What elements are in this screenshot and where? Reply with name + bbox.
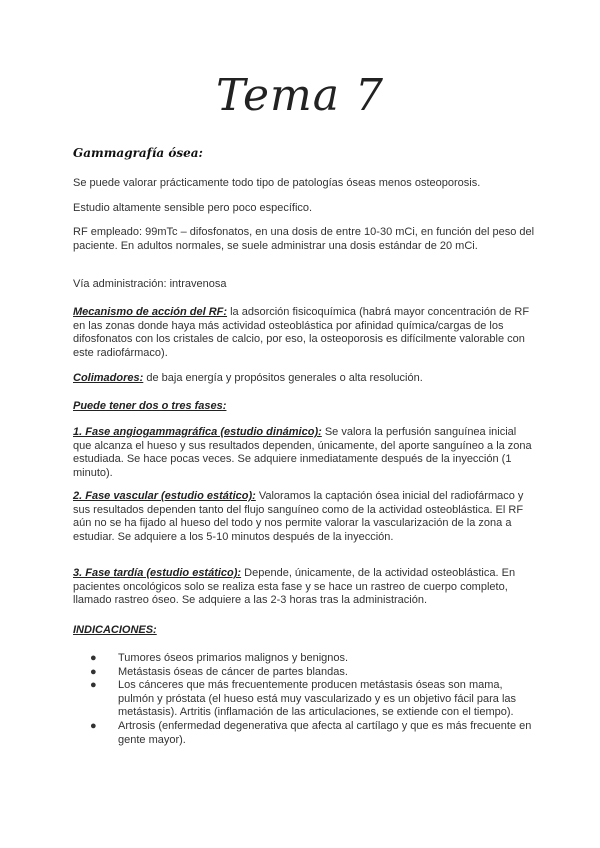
label: 2. Fase vascular (estudio estático):	[73, 490, 256, 502]
text: Depende, únicamente, de la actividad osteoblástica. En pacientes oncológicos solo se realiza esta fase y se hace un rastreo de cuerpo completo, llamado rastreo óseo. Se adquiere a las 2-3 horas tras la administración.	[73, 567, 516, 607]
list-item	[90, 719, 535, 747]
bullet-icon: ●	[90, 665, 97, 678]
list-item	[90, 652, 535, 666]
paragraph-fase2	[73, 490, 535, 544]
text: Se valora la perfusión sanguínea inicial que alcanza el hueso y sus resultados dependen, únicamente, del aporte sanguíneo a la zona estudiada. Se hace pocas veces. Se adquiere inmediatamente después de la inyección (1 minuto).	[73, 426, 532, 479]
list-item	[90, 665, 535, 680]
list-item-text: Artrosis (enfermedad degenerativa que afecta al cartílago y que es más frecuente en gente mayor).	[118, 719, 532, 746]
list-item-text: Los cánceres que más frecuentemente producen metástasis óseas son mama, pulmón y próstata (el hueso está muy vascularizado y es un objetivo fácil para las metástasis). Artritis (inflamación de las articulaciones, se extiende con el tiempo).	[118, 679, 517, 719]
bullet-icon: ●	[90, 679, 97, 692]
paragraph: RF empleado: 99mTc – difosfonatos, en una dosis de entre 10-30 mCi, en función del peso del paciente. En adultos normales, se suele administrar una dosis estándar de 20 mCi.	[73, 226, 535, 252]
label: 3. Fase tardía (estudio estático):	[73, 567, 242, 579]
text: Valoramos la captación ósea inicial del radiofármaco y sus resultados dependen tanto del flujo sanguíneo como de la actividad osteoblástica. El RF aún no se ha fijado al hueso del todo y nos permite valorar la vascularización de la zona a estudiar. Se adquiere a los 5-10 minutos después de la inyección.	[73, 490, 524, 543]
label: 1. Fase angiogammagráfica (estudio dinámico):	[73, 426, 322, 438]
list-item-text: Tumores óseos primarios malignos y benignos.	[118, 652, 349, 664]
paragraph-fase3	[73, 567, 535, 608]
section-heading: Gammagrafía ósea:	[73, 146, 203, 160]
paragraph-mecanismo	[73, 306, 535, 360]
paragraph-colimadores	[73, 372, 535, 386]
label: INDICACIONES:	[73, 624, 157, 636]
bullet-icon: ●	[90, 652, 97, 664]
text: la adsorción fisicoquímica (habrá mayor concentración de RF en las zonas donde haya más actividad osteoblástica por afinidad química/cargas de los difosfonatos con los cristales de calcio, por eso, la osteoporosis es difícilmente valorable con este radiofármaco).	[73, 306, 530, 359]
list-item-text: Metástasis óseas de cáncer de partes blandas.	[118, 665, 348, 678]
label: Puede tener dos o tres fases:	[73, 400, 227, 412]
indicaciones-list	[73, 652, 535, 747]
paragraph-indicaciones	[73, 624, 535, 638]
label: Colimadores:	[73, 372, 144, 384]
bullet-icon: ●	[90, 719, 97, 732]
paragraph: Vía administración: intravenosa	[73, 278, 227, 290]
document-title: Tema 7	[216, 70, 384, 121]
paragraph: Estudio altamente sensible pero poco específico.	[73, 202, 313, 214]
paragraph-fases	[73, 400, 535, 414]
label: Mecanismo de acción del RF:	[73, 306, 228, 318]
list-item	[90, 679, 535, 720]
text: de baja energía y propósitos generales o alta resolución.	[143, 372, 423, 384]
paragraph: Se puede valorar prácticamente todo tipo de patologías óseas menos osteoporosis.	[73, 177, 481, 189]
paragraph-fase1	[73, 426, 535, 480]
